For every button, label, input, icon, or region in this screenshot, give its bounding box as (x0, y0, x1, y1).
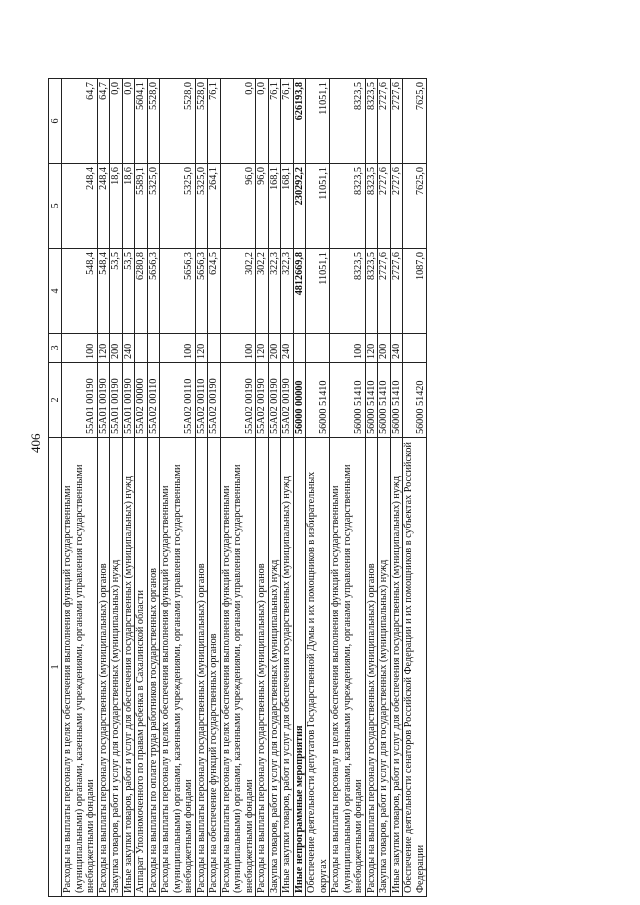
row-code: 55А02 00110 (160, 363, 196, 438)
header-col-1: 1 (49, 438, 62, 897)
row-name: Расходы на выплаты персоналу государственных (муниципальных) органов (195, 438, 208, 897)
row-vr (147, 334, 160, 363)
row-code: 56000 51410 (306, 363, 330, 438)
row-vr: 200 (268, 334, 281, 363)
row-name: Иные непрограммные мероприятия (293, 438, 306, 897)
row-col4: 5656,3 (195, 249, 208, 334)
table-row (147, 79, 160, 897)
row-col5: 96,0 (220, 164, 256, 249)
row-col4: 6280,8 (135, 249, 148, 334)
row-name: Закупка товаров, работ и услуг для государственных (муниципальных) нужд (268, 438, 281, 897)
table-row (110, 79, 123, 897)
table-row (208, 79, 221, 897)
row-vr: 240 (122, 334, 135, 363)
row-code: 55А01 00190 (97, 363, 110, 438)
row-name: Иные закупки товаров, работ и услуг для обеспечения государственных (муниципальных) нужд (281, 438, 294, 897)
row-vr: 240 (390, 334, 403, 363)
table-body (62, 79, 427, 897)
row-name: Аппарат Уполномоченного по правам ребенка в Сахалинской области (135, 438, 148, 897)
row-col5: 8323,5 (330, 164, 366, 249)
row-col6: 11051,1 (306, 79, 330, 164)
header-col-6: 6 (49, 79, 62, 164)
row-name: Обеспечение деятельности депутатов Государственной Думы и их помощников в избирательных округах (306, 438, 330, 897)
budget-table (48, 78, 427, 897)
row-vr (208, 334, 221, 363)
header-col-2: 2 (49, 363, 62, 438)
row-col6: 76,1 (268, 79, 281, 164)
row-col5: 248,4 (62, 164, 98, 249)
table-row (365, 79, 378, 897)
row-code: 55А02 00110 (147, 363, 160, 438)
row-col6: 626193,8 (293, 79, 306, 164)
row-name: Закупка товаров, работ и услуг для государственных (муниципальных) нужд (110, 438, 123, 897)
row-vr: 120 (256, 334, 269, 363)
row-col6: 64,7 (62, 79, 98, 164)
row-code: 55А01 00190 (62, 363, 98, 438)
row-vr: 200 (110, 334, 123, 363)
row-name: Расходы на выплаты персоналу в целях обеспечения выполнения функций государственными (муниципальными) органами, казенными учреждениями, органами управления государственными внебюджетными фондами (62, 438, 98, 897)
row-name: Расходы на выплаты персоналу в целях обеспечения выполнения функций государственными (муниципальными) органами, казенными учреждениями, органами управления государственными внебюджетными фондами (330, 438, 366, 897)
row-code: 55А02 00190 (208, 363, 221, 438)
row-code: 56000 51410 (378, 363, 391, 438)
row-col5: 5325,0 (147, 164, 160, 249)
row-code: 55А02 00190 (256, 363, 269, 438)
row-col6: 5604,1 (135, 79, 148, 164)
table-row (330, 79, 366, 897)
row-col5: 5325,0 (160, 164, 196, 249)
row-col4: 2727,6 (390, 249, 403, 334)
row-code: 56000 00000 (293, 363, 306, 438)
row-name: Расходы на выплаты персоналу в целях обеспечения выполнения функций государственными (муниципальными) органами, казенными учреждениями, органами управления государственными внебюджетными фондами (220, 438, 256, 897)
row-col4: 11051,1 (306, 249, 330, 334)
row-code: 55А01 00190 (110, 363, 123, 438)
row-code: 55А02 00110 (195, 363, 208, 438)
row-col6: 2727,6 (390, 79, 403, 164)
row-name: Иные закупки товаров, работ и услуг для обеспечения государственных (муниципальных) нужд (390, 438, 403, 897)
row-vr: 120 (97, 334, 110, 363)
table-row (256, 79, 269, 897)
row-col4: 548,4 (97, 249, 110, 334)
row-col4: 8323,5 (365, 249, 378, 334)
row-col6: 0,0 (220, 79, 256, 164)
row-code: 55А02 00000 (135, 363, 148, 438)
table-row (122, 79, 135, 897)
table-row (293, 79, 306, 897)
row-vr (403, 334, 427, 363)
row-col4: 53,5 (122, 249, 135, 334)
table-row (97, 79, 110, 897)
row-vr (306, 334, 330, 363)
header-col-5: 5 (49, 164, 62, 249)
row-code: 56000 51410 (365, 363, 378, 438)
row-col5: 7625,0 (403, 164, 427, 249)
row-name: Иные закупки товаров, работ и услуг для обеспечения государственных (муниципальных) нужд (122, 438, 135, 897)
row-col5: 11051,1 (306, 164, 330, 249)
row-col5: 8323,5 (365, 164, 378, 249)
page-number: 406 (28, 433, 43, 453)
row-name: Расходы на выплаты персоналу в целях обеспечения выполнения функций государственными (муниципальными) органами, казенными учреждениями, органами управления государственными внебюджетными фондами (160, 438, 196, 897)
row-col4: 302,2 (220, 249, 256, 334)
row-col4: 322,3 (281, 249, 294, 334)
row-col6: 8323,5 (330, 79, 366, 164)
row-col5: 168,1 (268, 164, 281, 249)
row-code: 56000 51410 (390, 363, 403, 438)
table-row (160, 79, 196, 897)
table-row (195, 79, 208, 897)
row-col6: 5528,0 (147, 79, 160, 164)
row-col5: 5589,1 (135, 164, 148, 249)
row-col4: 8323,5 (330, 249, 366, 334)
row-col4: 322,3 (268, 249, 281, 334)
row-col6: 2727,6 (378, 79, 391, 164)
row-col5: 230292,2 (293, 164, 306, 249)
row-code: 55А02 00190 (220, 363, 256, 438)
row-col4: 624,5 (208, 249, 221, 334)
header-col-3: 3 (49, 334, 62, 363)
row-vr: 100 (330, 334, 366, 363)
row-name: Закупка товаров, работ и услуг для государственных (муниципальных) нужд (378, 438, 391, 897)
row-name: Расходы на обеспечение функций государственных органов (208, 438, 221, 897)
row-col5: 168,1 (281, 164, 294, 249)
row-col5: 2727,6 (390, 164, 403, 249)
row-col6: 76,1 (281, 79, 294, 164)
row-col4: 5656,3 (160, 249, 196, 334)
row-col6: 0,0 (110, 79, 123, 164)
row-col6: 76,1 (208, 79, 221, 164)
row-code: 56000 51420 (403, 363, 427, 438)
row-col5: 248,4 (97, 164, 110, 249)
row-vr: 120 (195, 334, 208, 363)
row-col4: 1087,0 (403, 249, 427, 334)
table-row (268, 79, 281, 897)
row-col6: 64,7 (97, 79, 110, 164)
row-vr (135, 334, 148, 363)
row-name: Обеспечение деятельности сенаторов Российской Федерации и их помощников в субъектах Российской Федерации (403, 438, 427, 897)
row-name: Расходы на выплаты персоналу государственных (муниципальных) органов (97, 438, 110, 897)
row-vr: 100 (160, 334, 196, 363)
row-col5: 18,6 (110, 164, 123, 249)
table-row (403, 79, 427, 897)
row-name: Расходы на выплаты персоналу государственных (муниципальных) органов (256, 438, 269, 897)
row-col5: 264,1 (208, 164, 221, 249)
row-col5: 2727,6 (378, 164, 391, 249)
table-row (220, 79, 256, 897)
row-col4: 53,5 (110, 249, 123, 334)
row-name: Расходы на выплаты персоналу государственных (муниципальных) органов (365, 438, 378, 897)
row-vr: 100 (62, 334, 98, 363)
header-row (49, 79, 62, 897)
row-code: 55А01 00190 (122, 363, 135, 438)
row-vr: 100 (220, 334, 256, 363)
row-code: 55А02 00190 (281, 363, 294, 438)
row-col5: 5325,0 (195, 164, 208, 249)
row-vr: 200 (378, 334, 391, 363)
table-row (62, 79, 98, 897)
row-vr: 120 (365, 334, 378, 363)
row-col6: 0,0 (256, 79, 269, 164)
table-row (390, 79, 403, 897)
row-col6: 7625,0 (403, 79, 427, 164)
row-col4: 302,2 (256, 249, 269, 334)
row-col6: 5528,0 (160, 79, 196, 164)
row-code: 56000 51410 (330, 363, 366, 438)
header-col-4: 4 (49, 249, 62, 334)
row-col5: 96,0 (256, 164, 269, 249)
row-col4: 5656,3 (147, 249, 160, 334)
row-col6: 8323,5 (365, 79, 378, 164)
row-col4: 4812669,8 (293, 249, 306, 334)
table-row (306, 79, 330, 897)
table-row (135, 79, 148, 897)
row-col6: 0,0 (122, 79, 135, 164)
table-row (281, 79, 294, 897)
row-name: Расходы на выплаты по оплате труда работников государственных органов (147, 438, 160, 897)
row-vr: 240 (281, 334, 294, 363)
row-code: 55А02 00190 (268, 363, 281, 438)
row-vr (293, 334, 306, 363)
row-col4: 548,4 (62, 249, 98, 334)
row-col6: 5528,0 (195, 79, 208, 164)
table-row (378, 79, 391, 897)
row-col4: 2727,6 (378, 249, 391, 334)
row-col5: 18,6 (122, 164, 135, 249)
